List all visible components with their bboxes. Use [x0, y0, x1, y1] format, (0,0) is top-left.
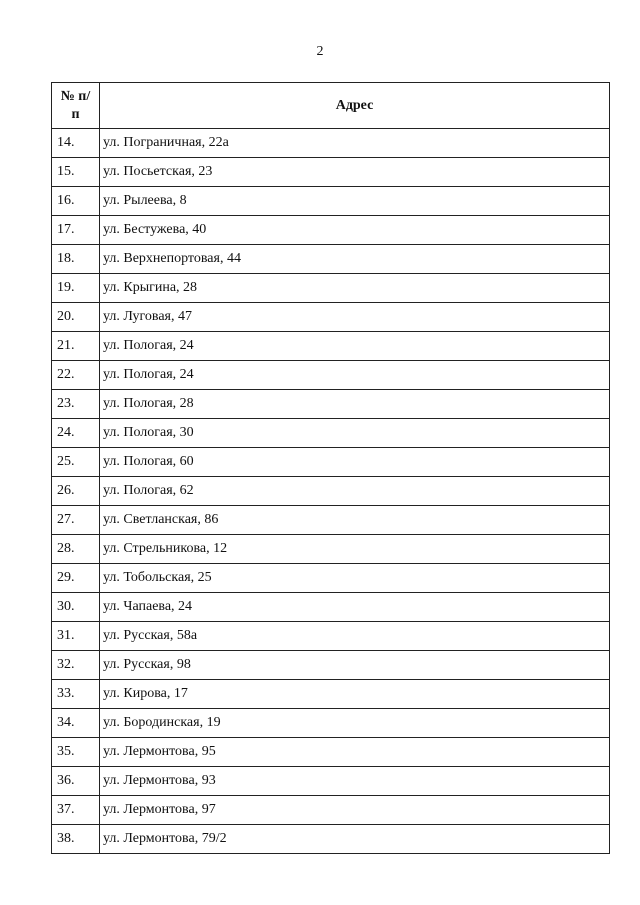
header-row	[52, 83, 610, 129]
row-number-cell: 19.	[52, 274, 100, 303]
row-number-cell: 25.	[52, 448, 100, 477]
address-table	[51, 82, 610, 854]
row-number-cell: 26.	[52, 477, 100, 506]
table-row	[52, 535, 610, 564]
table-header	[52, 83, 610, 129]
row-address-cell: ул. Лермонтова, 95	[100, 738, 610, 767]
row-address-cell: ул. Пологая, 24	[100, 361, 610, 390]
row-number-cell: 30.	[52, 593, 100, 622]
row-number-cell: 36.	[52, 767, 100, 796]
row-address-cell: ул. Рылеева, 8	[100, 187, 610, 216]
row-address-cell: ул. Пологая, 62	[100, 477, 610, 506]
row-address-cell: ул. Чапаева, 24	[100, 593, 610, 622]
table-row	[52, 564, 610, 593]
row-number-cell: 22.	[52, 361, 100, 390]
table-row	[52, 593, 610, 622]
table-row	[52, 622, 610, 651]
row-address-cell: ул. Пологая, 28	[100, 390, 610, 419]
row-number-cell: 21.	[52, 332, 100, 361]
table-row	[52, 187, 610, 216]
table-row	[52, 274, 610, 303]
table-row	[52, 390, 610, 419]
table-row	[52, 825, 610, 854]
row-address-cell: ул. Пологая, 24	[100, 332, 610, 361]
row-number-cell: 27.	[52, 506, 100, 535]
row-address-cell: ул. Тобольская, 25	[100, 564, 610, 593]
row-address-cell: ул. Русская, 98	[100, 651, 610, 680]
table-body	[52, 129, 610, 854]
row-address-cell: ул. Лермонтова, 79/2	[100, 825, 610, 854]
row-address-cell: ул. Русская, 58а	[100, 622, 610, 651]
row-address-cell: ул. Крыгина, 28	[100, 274, 610, 303]
row-number-cell: 28.	[52, 535, 100, 564]
row-address-cell: ул. Луговая, 47	[100, 303, 610, 332]
header-number-line1: № п/	[60, 88, 91, 104]
row-number-cell: 33.	[52, 680, 100, 709]
row-number-cell: 20.	[52, 303, 100, 332]
header-number-cell	[52, 83, 100, 129]
table-row	[52, 709, 610, 738]
table-row	[52, 245, 610, 274]
row-number-cell: 24.	[52, 419, 100, 448]
table-row	[52, 506, 610, 535]
row-address-cell: ул. Стрельникова, 12	[100, 535, 610, 564]
row-number-cell: 17.	[52, 216, 100, 245]
page-number: 2	[316, 44, 324, 59]
row-address-cell: ул. Верхнепортовая, 44	[100, 245, 610, 274]
table-row	[52, 419, 610, 448]
table-row	[52, 303, 610, 332]
table-row	[52, 796, 610, 825]
header-number-line2: п	[71, 106, 80, 122]
row-number-cell: 34.	[52, 709, 100, 738]
row-address-cell: ул. Пограничная, 22а	[100, 129, 610, 158]
row-number-cell: 35.	[52, 738, 100, 767]
table-row	[52, 477, 610, 506]
table-row	[52, 129, 610, 158]
table-row	[52, 651, 610, 680]
row-number-cell: 15.	[52, 158, 100, 187]
row-number-cell: 37.	[52, 796, 100, 825]
row-number-cell: 14.	[52, 129, 100, 158]
row-address-cell: ул. Кирова, 17	[100, 680, 610, 709]
row-number-cell: 31.	[52, 622, 100, 651]
table-row	[52, 448, 610, 477]
table-row	[52, 158, 610, 187]
row-address-cell: ул. Бестужева, 40	[100, 216, 610, 245]
row-number-cell: 32.	[52, 651, 100, 680]
table-row	[52, 738, 610, 767]
row-address-cell: ул. Бородинская, 19	[100, 709, 610, 738]
table-row	[52, 680, 610, 709]
table-row	[52, 332, 610, 361]
row-address-cell: ул. Пологая, 60	[100, 448, 610, 477]
row-address-cell: ул. Лермонтова, 97	[100, 796, 610, 825]
row-number-cell: 23.	[52, 390, 100, 419]
row-number-cell: 29.	[52, 564, 100, 593]
header-address-cell: Адрес	[100, 83, 610, 129]
row-address-cell: ул. Лермонтова, 93	[100, 767, 610, 796]
row-number-cell: 16.	[52, 187, 100, 216]
row-address-cell: ул. Пологая, 30	[100, 419, 610, 448]
table-row	[52, 361, 610, 390]
table-row	[52, 216, 610, 245]
row-number-cell: 18.	[52, 245, 100, 274]
row-number-cell: 38.	[52, 825, 100, 854]
table-row	[52, 767, 610, 796]
row-address-cell: ул. Посьетская, 23	[100, 158, 610, 187]
row-address-cell: ул. Светланская, 86	[100, 506, 610, 535]
